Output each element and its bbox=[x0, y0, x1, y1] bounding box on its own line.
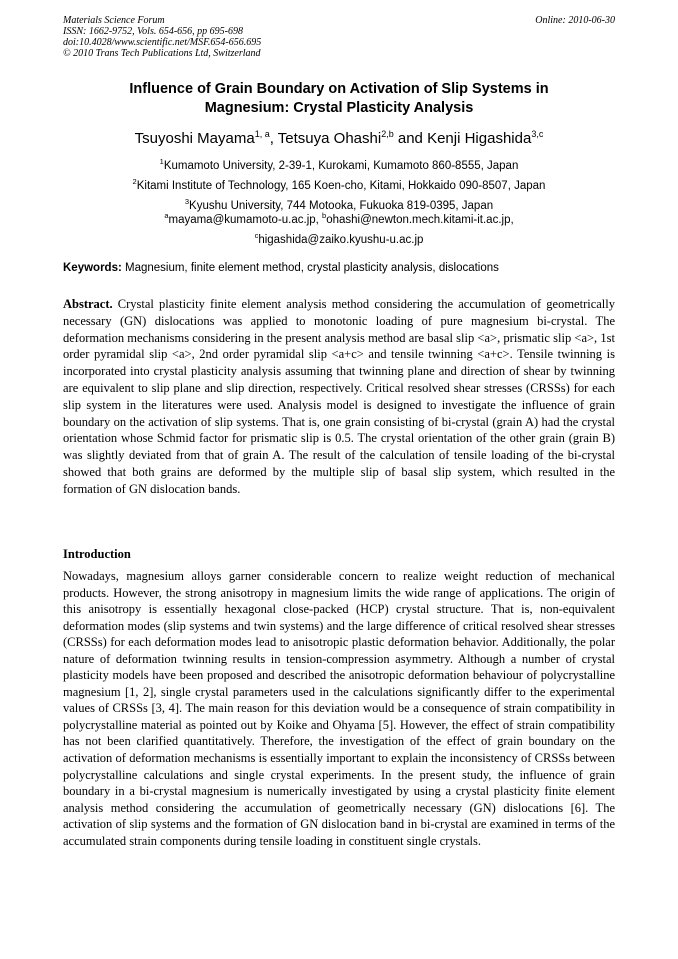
author-list bbox=[63, 124, 615, 149]
author-separator: , bbox=[269, 130, 278, 147]
paper-title bbox=[63, 80, 615, 118]
email-line-1 bbox=[63, 208, 615, 228]
email-line-2 bbox=[63, 228, 615, 248]
email-sup: c bbox=[254, 230, 259, 240]
abstract-label: Abstract. bbox=[63, 297, 113, 311]
journal-header bbox=[63, 15, 615, 59]
email-link[interactable]: mayama@kumamoto-u.ac.jp, bbox=[168, 213, 323, 226]
title-line-1: Influence of Grain Boundary on Activation of Slip Systems in bbox=[129, 81, 549, 97]
author-separator: and bbox=[393, 130, 428, 147]
affiliation-item bbox=[63, 174, 615, 194]
journal-name: Materials Science Forum bbox=[63, 15, 165, 26]
email-sup: b bbox=[322, 211, 327, 220]
title-line-2: Magnesium: Crystal Plasticity Analysis bbox=[204, 100, 474, 116]
affiliation-text: Kitami Institute of Technology, 165 Koen-cho, Kitami, Hokkaido 090-8507, Japan bbox=[136, 179, 546, 192]
email-link[interactable]: higashida@zaiko.kyushu-u.ac.jp bbox=[258, 233, 424, 246]
abstract bbox=[63, 296, 615, 498]
email-link[interactable]: ohashi@newton.mech.kitami-it.ac.jp, bbox=[326, 213, 514, 226]
author-affil-sup: 2,b bbox=[381, 129, 394, 139]
affiliation-sup: 2 bbox=[132, 176, 137, 186]
affiliation-text: Kumamoto University, 2-39-1, Kurokami, Kumamoto 860-8555, Japan bbox=[163, 159, 519, 172]
author-name: Kenji Higashida bbox=[427, 130, 532, 147]
email-sup: a bbox=[164, 211, 169, 220]
keywords bbox=[63, 260, 615, 276]
author-affil-sup: 3,c bbox=[531, 129, 544, 139]
author-name: Tsuyoshi Mayama bbox=[134, 130, 255, 147]
introduction-heading: Introduction bbox=[63, 547, 131, 561]
journal-doi: doi:10.4028/www.scientific.net/MSF.654-656.695 bbox=[63, 37, 262, 48]
introduction-body: Nowadays, magnesium alloys garner considerable concern to realize weight reduction of mechanical products. However, the strong anisotropy in magnesium limits the wide range of applications. The origin of this anisotropy is essentially hexagonal close-packed (HCP) crystal structure. That is, non-equivalent deformation modes (slip systems and twin systems) and the large difference of critical resolved shear stresses (CRSSs) for each deformation modes lead to anisotropic plastic deformation behavior. Additionally, the polar nature of deformation twinning results in tension-compression asymmetry. Although a number of crystal plasticity models have been proposed and described the anisotropic deformation behaviour of polycrystalline magnesium [1, 2], single crystal parameters used in the calculations significantly differ to the experimental values of CRSSs [3, 4]. The main reason for this deviation would be a consequence of strain compatibility in polycrystalline material as pointed out by Koike and Ohyama [5]. However, the effect of strain compatibility has not been clarified quantitatively. Therefore, the investigation of the effect of grain boundary on the activation of deformation mechanisms is essentially important to explain the inconsistency of CRSSs between polycrystalline calculations and single crystal experiments. In the present study, the influence of grain boundary in a bi-crystal magnesium is numerically investigated by using a crystal plasticity finite element analysis method considering the accumulation of geometrically necessary (GN) dislocations [6]. The activation of slip systems and the formation of GN dislocation band in bi-crystal are examined in terms of the accumulated strain components during tensile loading in constituent single crystals. bbox=[63, 569, 615, 848]
author-name: Tetsuya Ohashi bbox=[277, 130, 382, 147]
affiliation-sup: 1 bbox=[159, 157, 164, 166]
affiliation-sup: 3 bbox=[184, 196, 190, 206]
keywords-label: Keywords: bbox=[63, 262, 122, 274]
affiliation-text: Kyushu University, 744 Motooka, Fukuoka 819-0395, Japan bbox=[189, 199, 494, 212]
journal-copyright: © 2010 Trans Tech Publications Ltd, Switzerland bbox=[63, 48, 261, 59]
online-date: Online: 2010-06-30 bbox=[535, 15, 615, 26]
email-list bbox=[63, 208, 615, 248]
author-affil-sup: 1, a bbox=[254, 129, 270, 139]
journal-issn: ISSN: 1662-9752, Vols. 654-656, pp 695-698 bbox=[63, 26, 243, 37]
abstract-text: Crystal plasticity finite element analysis method considering the accumulation of geometrically necessary (GN) dislocations was applied to monotonic loading of pure magnesium bi-crystal. The deformation mechanisms considering in the present analysis method are basal slip <a>, prismatic slip <a>, 1st order pyramidal slip <a>, 2nd order pyramidal slip <a+c> and tensile twinning <a+c>. Tensile twinning is incorporated into crystal plasticity analysis assuming that twinning plane and direction of shear by twinning are equivalent to slip plane and slip direction, respectively. Critical resolved shear stresses (CRSSs) for each slip system in the literatures were used. Analysis model is designed to investigate the influence of grain boundary on the activation of slip systems. That is, one grain consisting of bi-crystal (grain A) had the crystal orientation whose Schmid factor for prismatic slip is 0.5. The crystal orientation of the other grain (grain B) was slightly deviated from that of grain A. The result of the calculation of tensile loading of the bi-crystal showed that both grains are deformed by the multiple slip of basal slip system, which resulted in the formation of GN dislocation bands. bbox=[63, 297, 615, 496]
keywords-text: Magnesium, finite element method, crystal plasticity analysis, dislocations bbox=[121, 262, 499, 274]
affiliation-item bbox=[63, 154, 615, 174]
affiliation-list bbox=[63, 154, 615, 213]
